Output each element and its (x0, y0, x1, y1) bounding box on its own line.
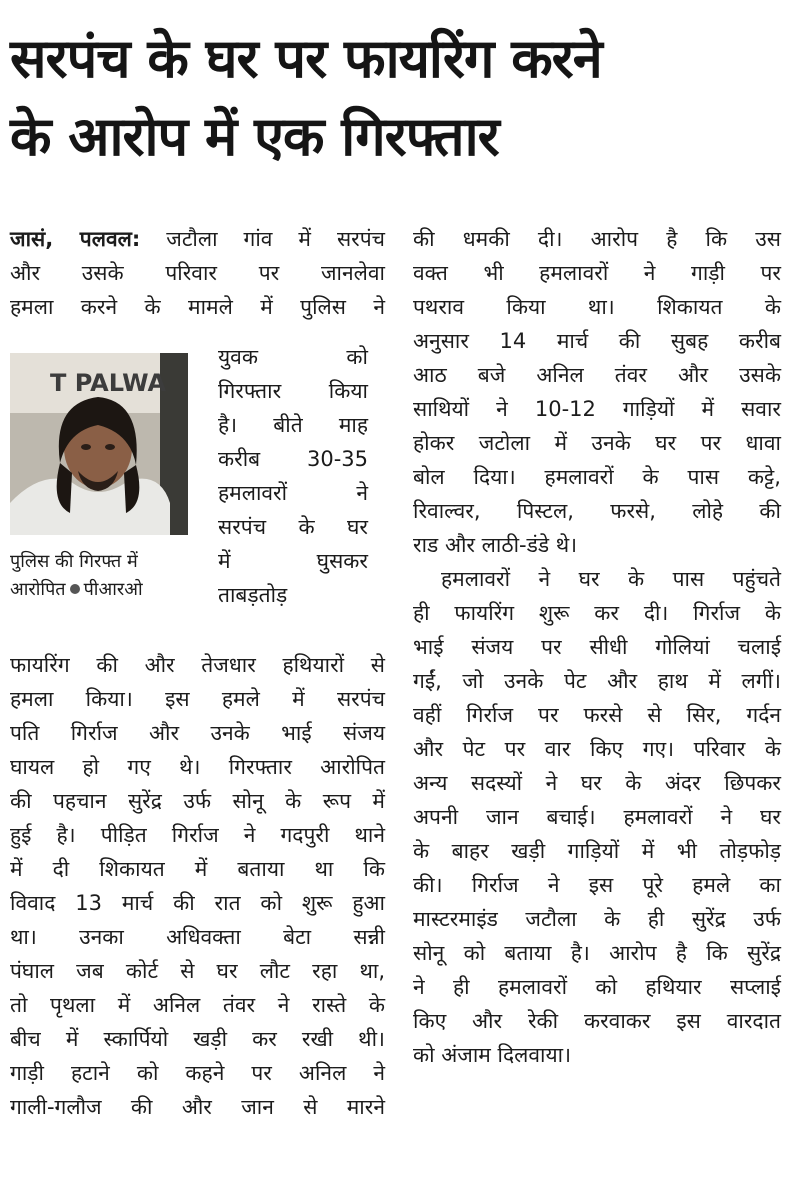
body-line: गईं, जो उनके पेट और हाथ में लगीं। (413, 669, 781, 693)
dateline: जासं, पलवल: (10, 227, 141, 251)
body-line: होकर जटोला में उनके घर पर धावा (413, 431, 781, 455)
body-line: वक्त भी हमलावरों ने गाड़ी पर (413, 261, 781, 285)
body-line: को अंजाम दिलवाया। (413, 1043, 572, 1067)
body-line: में दी शिकायत में बताया था कि (10, 857, 385, 881)
body-line: बीच में स्कार्पियो खड़ी कर रखी थी। (10, 1027, 385, 1051)
body-line: हमलावरों ने घर के पास पहुंचते (441, 567, 781, 591)
body-line: रिवाल्वर, पिस्टल, फरसे, लोहे की (413, 499, 781, 523)
headline-line-1: सरपंच के घर पर फायरिंग करने (10, 27, 602, 90)
beside-line: में घुसकर (218, 549, 368, 573)
beside-line: गिरफ्तार किया (218, 379, 368, 403)
body-line: गाड़ी हटाने को कहने पर अनिल ने (10, 1061, 385, 1085)
photo-caption (10, 548, 200, 604)
intro-line-1: जासं, पलवल: जटौला गांव में सरपंच (10, 227, 385, 251)
beside-line: है। बीते माह (218, 413, 368, 437)
photo-credit: पीआरओ (83, 579, 143, 600)
body-line: की। गिर्राज ने इस पूरे हमले का (413, 873, 781, 897)
body-line: आठ बजे अनिल तंवर और उसके (413, 363, 781, 387)
body-line: अन्य सदस्यों ने घर के अंदर छिपकर (413, 771, 781, 795)
body-line: घायल हो गए थे। गिरफ्तार आरोपित (10, 755, 385, 779)
body-line: अनुसार 14 मार्च की सुबह करीब (413, 329, 781, 353)
beside-line: ताबड़तोड़ (218, 583, 288, 607)
body-line: गाली-गलौज की और जान से मारने (10, 1095, 385, 1119)
body-line: की धमकी दी। आरोप है कि उस (413, 227, 781, 251)
beside-line: करीब 30-35 (218, 447, 368, 471)
accused-photo (10, 353, 188, 535)
body-line: राड और लाठी-डंडे थे। (413, 533, 578, 557)
body-line: वहीं गिर्राज पर फरसे से सिर, गर्दन (413, 703, 781, 727)
photo-sign-text: T PALWA (50, 369, 167, 397)
body-line: किए और रेकी करवाकर इस वारदात (413, 1009, 781, 1033)
body-line: भाई संजय पर सीधी गोलियां चलाई (413, 635, 781, 659)
body-line: तो पृथला में अनिल तंवर ने रास्ते के (10, 993, 385, 1017)
text-beside-photo (218, 340, 368, 612)
headline-line-2: के आरोप में एक गिरफ्तार (10, 105, 499, 168)
body-line: हमला किया। इस हमले में सरपंच (10, 687, 385, 711)
caption-line-1: पुलिस की गिरफ्त में (10, 551, 138, 572)
beside-line: हमलावरों ने (218, 481, 368, 505)
body-line: ही फायरिंग शुरू कर दी। गिर्राज के (413, 601, 781, 625)
body-line: और पेट पर वार किए गए। परिवार के (413, 737, 781, 761)
body-line: हुई है। पीड़ित गिर्राज ने गदपुरी थाने (10, 823, 385, 847)
body-line: पंघाल जब कोर्ट से घर लौट रहा था, (10, 959, 385, 983)
body-line: पति गिर्राज और उनके भाई संजय (10, 721, 385, 745)
beside-line: सरपंच के घर (218, 515, 368, 539)
body-line: ने ही हमलावरों को हथियार सप्लाई (413, 975, 781, 999)
intro-line-2: और उसके परिवार पर जानलेवा (10, 261, 385, 285)
body-line: की पहचान सुरेंद्र उर्फ सोनू के रूप में (10, 789, 385, 813)
bullet-dot-icon (70, 584, 80, 594)
body-line: सोनू को बताया है। आरोप है कि सुरेंद्र (413, 941, 781, 965)
body-line: साथियों ने 10-12 गाड़ियों में सवार (413, 397, 781, 421)
body-line: पथराव किया था। शिकायत के (413, 295, 781, 319)
left-column-body (10, 648, 385, 1124)
body-line: के बाहर खड़ी गाड़ियों में भी तोड़फोड़ (413, 839, 781, 863)
caption-line-2: आरोपित पीआरओ (10, 579, 143, 600)
body-line: विवाद 13 मार्च की रात को शुरू हुआ (10, 891, 385, 915)
headline (10, 20, 780, 176)
body-line: फायरिंग की और तेजधार हथियारों से (10, 653, 385, 677)
left-column-intro (10, 222, 385, 324)
body-line: अपनी जान बचाई। हमलावरों ने घर (413, 805, 781, 829)
right-column (413, 222, 781, 1072)
body-line: था। उनका अधिवक्ता बेटा सन्नी (10, 925, 385, 949)
beside-line: युवक को (218, 345, 368, 369)
body-line: मास्टरमाइंड जटौला के ही सुरेंद्र उर्फ (413, 907, 781, 931)
body-line: बोल दिया। हमलावरों के पास कट्टे, (413, 465, 781, 489)
intro-line-3: हमला करने के मामले में पुलिस ने (10, 295, 385, 319)
